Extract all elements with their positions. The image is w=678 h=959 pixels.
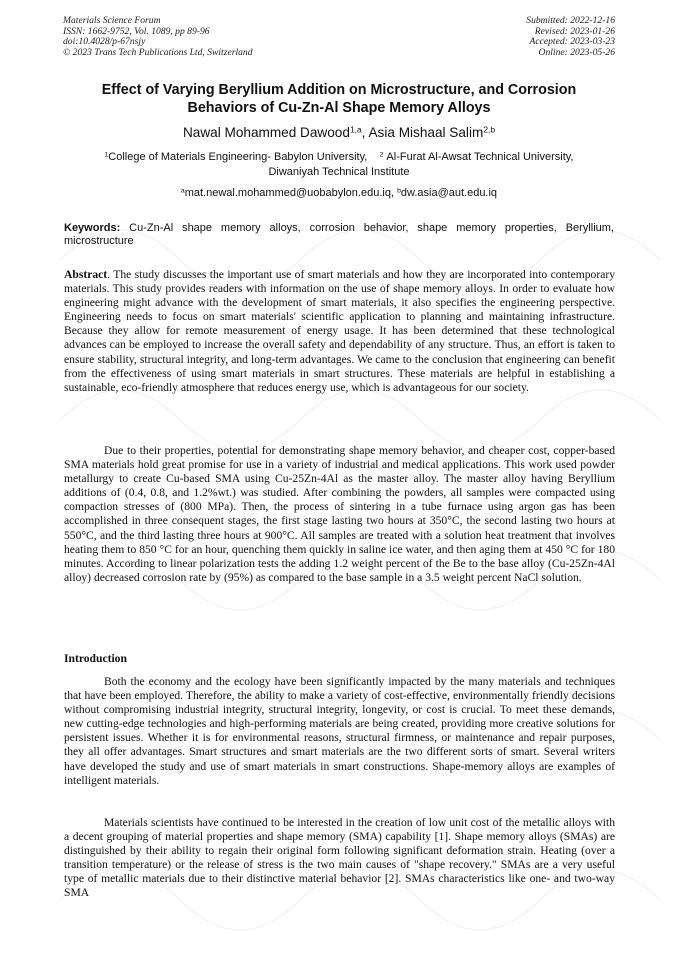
accepted-date: Accepted: 2023-03-23 bbox=[529, 36, 615, 48]
author-2-affil: 2,b bbox=[483, 124, 496, 135]
online-date: Online: 2023-05-26 bbox=[538, 46, 615, 58]
abstract-label: Abstract bbox=[64, 268, 108, 281]
revised-date: Revised: 2023-01-26 bbox=[534, 25, 615, 37]
author-emails bbox=[55, 186, 623, 200]
email-a: mat.newal.mohammed@uobabylon.edu.iq bbox=[184, 187, 391, 199]
introduction-heading: Introduction bbox=[64, 652, 127, 665]
abstract-para2-text: Due to their properties, potential for demonstrating shape memory behavior, and cheaper cost, copper-based SMA materials hold great promise for use in a variety of industrial and medical applications. This work used powder metallurgy to create Cu-based SMA using Cu-25Zn-4Al as the master alloy. The master alloy having Beryllium additions of (0.4, 0.8, and 1.2%wt.) was studied. After combining the powders, all samples were compacted using compaction stresses of (800 MPa). Then, the process of sintering in a tube furnace using argon gas has been accomplished in three consequent stages, the first stage lasting two hours at 350°C, the second lasting two hours at 550°C, and the third lasting three hours at 900°C. All samples are treated with a solution heat treatment that involves heating them to 850 °C for an hour, quenching them quickly in saline ice water, and then aging them at 450 °C for 180 minutes. According to linear polarization tests the adding 1.2 weight percent of the Be to the base alloy (Cu-25Zn-4Al alloy) decreased corrosion rate by (95%) as compared to the base sample in a 3.5 weight percent NaCl solution. bbox=[64, 444, 615, 584]
author-separator: , bbox=[361, 125, 369, 140]
journal-info bbox=[63, 16, 253, 58]
author-2: Asia Mishaal Salim bbox=[368, 125, 484, 140]
author-1: Nawal Mohammed Dawood bbox=[182, 125, 350, 140]
affiliation-2-institute: Diwaniyah Technical Institute bbox=[268, 165, 410, 178]
issn-volume: ISSN: 1662-9752, Vol. 1089, pp 89-96 bbox=[63, 25, 210, 37]
copyright: © 2023 Trans Tech Publications Ltd, Switzerland bbox=[63, 46, 253, 58]
paper-title bbox=[50, 81, 628, 117]
submitted-date: Submitted: 2022-12-16 bbox=[526, 15, 615, 26]
email-separator: , bbox=[390, 187, 398, 199]
keywords bbox=[64, 222, 614, 248]
doi: doi:10.4028/p-67nsjy bbox=[63, 36, 146, 48]
affiliations bbox=[55, 150, 623, 179]
affiliation-2-marker: 2 bbox=[379, 151, 384, 159]
author-1-affil: 1,a bbox=[349, 124, 362, 135]
email-a-marker: a bbox=[180, 187, 185, 195]
abstract-text: . The study discusses the important use of smart materials and how they are incorporated into contemporary materials. This study provides readers with information on the use of shape memory alloys. In order to evaluate how engineering might advance with the development of smart materials, it also specifies the engineering perspective. Engineering needs to focus on smart materials' scientific application to planning and maintaining infrastructure. Because they allow for remote measurement of energy usage. It has been determined that these technological advances can be employed to increase the overall safety and dependability of any structure. Thus, an effort is taken to ensure stability, structural integrity, and long-term advantages. We came to the conclusion that engineering can benefit from the effectiveness of using smart materials in smart structures. These materials are helpful in establishing a sustainable, eco-friendly atmosphere that reduces energy use, which is advantageous for our society. bbox=[64, 268, 615, 394]
email-b: dw.asia@aut.edu.iq bbox=[400, 187, 498, 199]
intro-para1-text: Both the economy and the ecology have been significantly impacted by the many materials and techniques that have been employed. Therefore, the ability to make a variety of cost-effective, environmentally friendly decisions without compromising industrial integrity, structural integrity, longevity, or cost is crucial. To meet these demands, new cutting-edge technologies and high-performing materials are being created, providing more creative solutions for persistent issues. Whether it is for environmental reasons, structural firmness, or maintenance and repair purposes, they all offer advantages. Smart structures and smart materials are the two different sorts of smart. Several writers have developed the study and use of smart materials in smart constructions. Shape-memory alloys are examples of intelligent materials. bbox=[64, 675, 615, 787]
keywords-text: Cu-Zn-Al shape memory alloys, corrosion behavior, shape memory properties, Beryllium, microstructure bbox=[64, 222, 614, 247]
journal-name: Materials Science Forum bbox=[63, 15, 161, 26]
title-line-1: Effect of Varying Beryllium Addition on Microstructure, and Corrosion bbox=[101, 82, 577, 98]
introduction-paragraph-1 bbox=[64, 675, 615, 788]
affiliation-1: College of Materials Engineering- Babylon University, bbox=[108, 151, 368, 163]
intro-para2-text: Materials scientists have continued to be interested in the creation of low unit cost of the metallic alloys with a decent grouping of material properties and shape memory (SMA) capability [1]. Shape memory alloys (SMAs) are distinguished by their ability to regain their original form following significant deformation strain. Heating (over a transition temperature) or the release of stress is the two main causes of "shape recovery." SMAs are a very useful type of metallic materials due to their distinctive material behavior [2]. SMAs characteristics like one- and two-way SMA bbox=[64, 816, 615, 900]
affiliation-2: Al-Furat Al-Awsat Technical University, bbox=[386, 151, 574, 163]
submission-dates bbox=[526, 16, 615, 58]
title-line-2: Behaviors of Cu-Zn-Al Shape Memory Alloys bbox=[187, 100, 491, 116]
author-list bbox=[40, 124, 638, 141]
affiliation-1-marker: 1 bbox=[104, 151, 109, 159]
abstract-paragraph-2 bbox=[64, 444, 615, 585]
affiliation-line-1 bbox=[55, 150, 623, 165]
introduction-paragraph-2 bbox=[64, 816, 615, 901]
abstract bbox=[64, 268, 615, 395]
keywords-label: Keywords: bbox=[64, 222, 121, 234]
email-b-marker: b bbox=[397, 187, 401, 195]
